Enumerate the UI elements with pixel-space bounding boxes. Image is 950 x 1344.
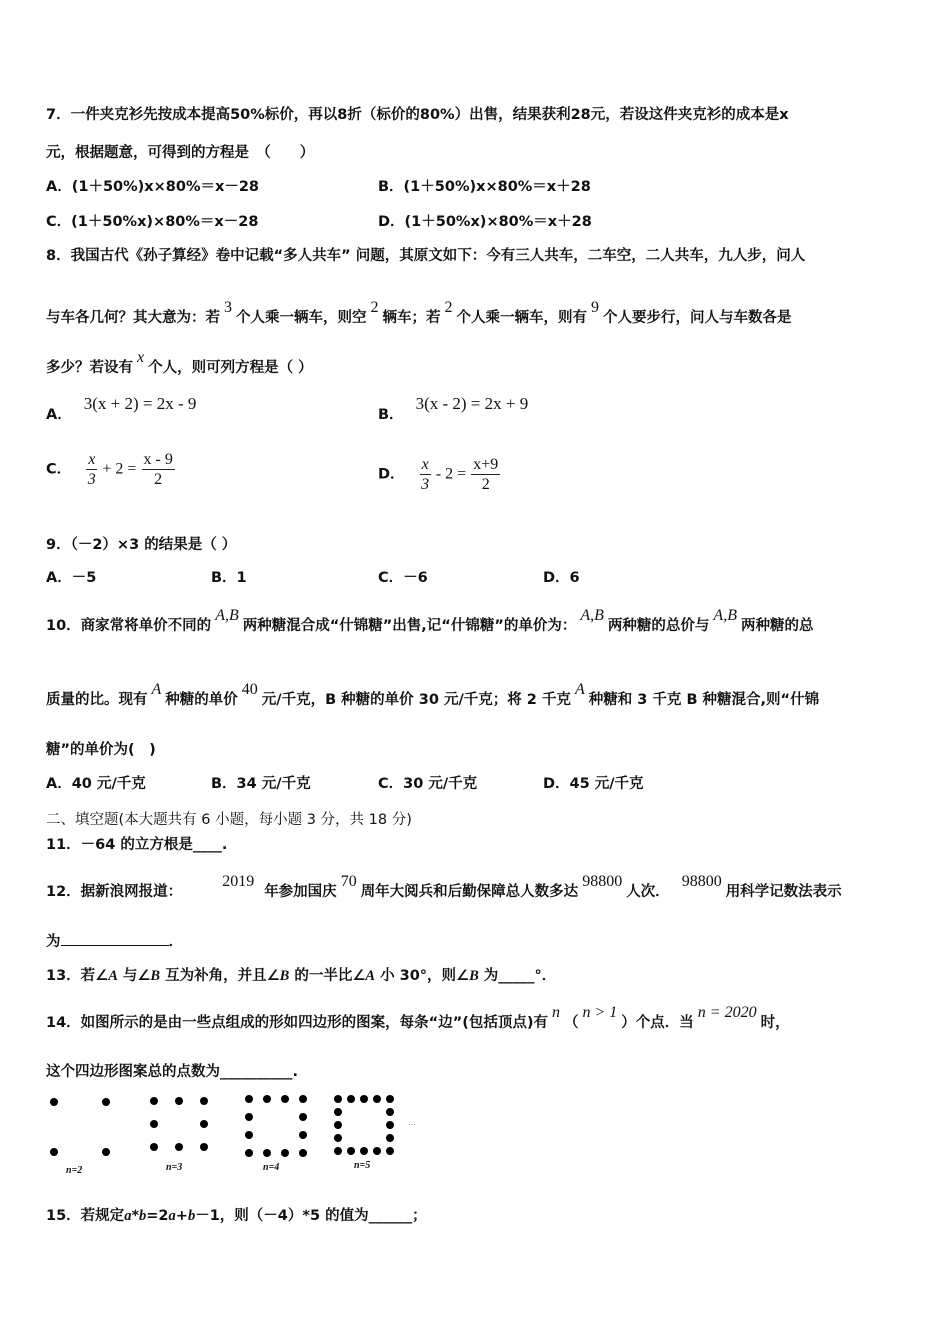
q11-stem: 11．－64 的立方根是____. bbox=[46, 837, 228, 853]
q12-text: ． bbox=[168, 934, 183, 950]
q10-text: 两种糖的总 bbox=[740, 618, 814, 634]
figure-caption: n=4 bbox=[263, 1162, 280, 1173]
q15-var: b bbox=[187, 1208, 196, 1224]
dot bbox=[386, 1121, 394, 1129]
q12-text: 人次． bbox=[626, 884, 670, 900]
dot bbox=[200, 1143, 208, 1151]
dot bbox=[245, 1095, 253, 1103]
q10-var-a: A bbox=[574, 681, 585, 698]
dot bbox=[299, 1095, 307, 1103]
q15-text: 15．若规定 bbox=[46, 1208, 125, 1224]
q8-text: 个人，则可列方程是（ ） bbox=[148, 360, 313, 376]
q13-var: B bbox=[150, 968, 161, 984]
q12-text: 周年大阅兵和后勤保障总人数多达 bbox=[360, 884, 579, 900]
q10-var-a: A bbox=[151, 681, 162, 698]
q12-text: 为 bbox=[46, 934, 61, 950]
q15-op: * bbox=[131, 1208, 140, 1224]
q8-num-9: 9 bbox=[591, 299, 599, 316]
dot bbox=[263, 1095, 271, 1103]
dot bbox=[386, 1108, 394, 1116]
q10-stem-line3: 糖”的单价为( ) bbox=[46, 742, 156, 758]
q14-text: 时， bbox=[760, 1015, 790, 1031]
dot bbox=[175, 1097, 183, 1105]
dot bbox=[150, 1143, 158, 1151]
q8-stem-line1: 8．我国古代《孙子算经》卷中记载“多人共车” 问题，其原文如下：今有三人共车，二车空，二人共车，九人步，问人 bbox=[46, 248, 806, 264]
q14-text: ）个点．当 bbox=[621, 1015, 694, 1031]
dot bbox=[245, 1131, 253, 1139]
dot bbox=[50, 1098, 58, 1106]
q13-text: 13．若∠ bbox=[46, 968, 109, 984]
q8-text: 辆车；若 bbox=[382, 310, 441, 326]
q15-stem bbox=[46, 1204, 427, 1225]
q12-num-70: 70 bbox=[340, 873, 357, 890]
q8-text: 个人乘一辆车，则有 bbox=[456, 310, 587, 326]
q13-text: 互为补角，并且∠ bbox=[160, 968, 280, 984]
q14-text: 14．如图所示的是由一些点组成的形如四边形的图案，每条“边”(包括顶点)有 bbox=[46, 1015, 548, 1031]
q10-text: 种糖和 3 千克 B 种糖混合,则“什锦 bbox=[588, 692, 820, 708]
dot bbox=[347, 1095, 355, 1103]
q7-option-c: C．(1＋50%x)×80%＝x－28 bbox=[46, 214, 259, 230]
q12-text: 用科学记数法表示 bbox=[725, 884, 842, 900]
dot bbox=[386, 1134, 394, 1142]
q13-var: A bbox=[365, 968, 376, 984]
q10-option-d: D．45 元/千克 bbox=[543, 776, 644, 792]
q14-n-value: n = 2020 bbox=[697, 1004, 757, 1021]
q13-var: A bbox=[108, 968, 118, 984]
q10-num-40: 40 bbox=[241, 681, 258, 698]
q8-text: 个人乘一辆车，则空 bbox=[236, 310, 367, 326]
q10-var-ab: A,B bbox=[713, 607, 737, 624]
option-label: A． bbox=[46, 407, 72, 423]
numerator: x+9 bbox=[473, 456, 499, 473]
section-heading: 二、填空题(本大题共有 6 小题，每小题 3 分，共 18 分) bbox=[46, 812, 412, 828]
q13-var: B bbox=[469, 968, 479, 984]
dot bbox=[200, 1097, 208, 1105]
dot bbox=[263, 1149, 271, 1157]
q14-stem-line2: 这个四边形图案总的点数为__________. bbox=[46, 1064, 299, 1080]
dot bbox=[334, 1108, 342, 1116]
q14-condition: n > 1 bbox=[582, 1004, 618, 1021]
denominator: 2 bbox=[154, 471, 163, 488]
dot bbox=[245, 1113, 253, 1121]
denominator: 3 bbox=[87, 471, 96, 488]
dot bbox=[299, 1131, 307, 1139]
q9-option-c: C．－6 bbox=[378, 570, 428, 586]
q8-text: 多少？若设有 bbox=[46, 360, 133, 376]
q9-option-a: A．－5 bbox=[46, 570, 97, 586]
dot bbox=[334, 1134, 342, 1142]
q10-option-c: C．30 元/千克 bbox=[378, 776, 478, 792]
q10-option-b: B．34 元/千克 bbox=[211, 776, 311, 792]
option-label: B． bbox=[378, 407, 404, 423]
dot bbox=[150, 1120, 158, 1128]
q10-text: 质量的比。现有 bbox=[46, 692, 148, 708]
dot bbox=[50, 1148, 58, 1156]
dot bbox=[360, 1095, 368, 1103]
option-label: D． bbox=[378, 466, 405, 483]
q8-var-x: x bbox=[137, 349, 145, 366]
dot bbox=[102, 1148, 110, 1156]
q15-var: a bbox=[168, 1208, 176, 1224]
dot bbox=[334, 1121, 342, 1129]
q14-var-n: n bbox=[552, 1004, 560, 1021]
operator: + 2 = bbox=[102, 460, 137, 478]
dot bbox=[281, 1149, 289, 1157]
q10-text: 10．商家常将单价不同的 bbox=[46, 618, 212, 634]
dot bbox=[245, 1149, 253, 1157]
q10-option-a: A．40 元/千克 bbox=[46, 776, 146, 792]
q14-text: （ bbox=[564, 1015, 579, 1031]
operator: - 2 = bbox=[435, 465, 467, 483]
q15-op: =2 bbox=[146, 1208, 169, 1224]
q12-num-98800: 98800 bbox=[681, 873, 722, 890]
dot bbox=[281, 1095, 289, 1103]
q15-text: －1，则（－4）*5 的值为______； bbox=[195, 1208, 427, 1224]
option-label: C． bbox=[46, 461, 72, 478]
q8-num-2: 2 bbox=[370, 299, 379, 316]
q8-text: 与车各几何？其大意为：若 bbox=[46, 310, 220, 326]
dot bbox=[334, 1095, 342, 1103]
q7-option-d: D．(1＋50%x)×80%＝x＋28 bbox=[378, 214, 592, 230]
q15-var: b bbox=[139, 1208, 147, 1224]
q9-option-b: B．1 bbox=[211, 570, 247, 586]
q8-text: 个人要步行，问人与车数各是 bbox=[603, 310, 792, 326]
q15-op: + bbox=[175, 1208, 188, 1224]
option-formula: 3(x - 2) = 2x + 9 bbox=[415, 394, 529, 413]
q7-option-b: B．(1＋50%)x×80%＝x＋28 bbox=[378, 179, 591, 195]
numerator: x - 9 bbox=[143, 451, 173, 468]
q8-num-2: 2 bbox=[444, 299, 453, 316]
q10-text: 两种糖混合成“什锦糖”出售,记“什锦糖”的单价为： bbox=[242, 618, 577, 634]
q12-text: 年参加国庆 bbox=[264, 884, 337, 900]
dot bbox=[175, 1143, 183, 1151]
q13-text: 与∠ bbox=[117, 968, 151, 984]
dot bbox=[102, 1098, 110, 1106]
dot bbox=[373, 1147, 381, 1155]
q15-var: a bbox=[124, 1208, 132, 1224]
q9-option-d: D．6 bbox=[543, 570, 580, 586]
q13-text: 为_____°． bbox=[478, 968, 557, 984]
q12-text: 12．据新浪网报道： bbox=[46, 884, 183, 900]
q7-stem-line2: 元，根据题意，可得到的方程是 （ ） bbox=[46, 145, 315, 161]
figure-caption: n=2 bbox=[66, 1165, 83, 1176]
denominator: 3 bbox=[421, 476, 430, 493]
dot bbox=[299, 1113, 307, 1121]
dot bbox=[373, 1095, 381, 1103]
q13-var: B bbox=[279, 968, 290, 984]
q10-var-ab: A,B bbox=[215, 607, 239, 624]
dot bbox=[299, 1149, 307, 1157]
dot bbox=[150, 1097, 158, 1105]
q8-num-3: 3 bbox=[224, 299, 232, 316]
figure-caption: n=3 bbox=[166, 1162, 183, 1173]
q10-var-ab: A,B bbox=[580, 607, 604, 624]
q10-text: 种糖的单价 bbox=[165, 692, 238, 708]
q10-text: 元/千克，B 种糖的单价 30 元/千克；将 2 千克 bbox=[261, 692, 571, 708]
figure-caption: n=5 bbox=[354, 1160, 371, 1171]
numerator: x bbox=[88, 451, 96, 468]
dot bbox=[200, 1120, 208, 1128]
numerator: x bbox=[421, 456, 429, 473]
q12-num-98800: 98800 bbox=[582, 873, 623, 890]
q9-stem: 9．（－2）×3 的结果是（ ） bbox=[46, 537, 237, 553]
dot bbox=[386, 1147, 394, 1155]
dot bbox=[386, 1095, 394, 1103]
dot bbox=[360, 1147, 368, 1155]
dot bbox=[347, 1147, 355, 1155]
q10-text: 两种糖的总价与 bbox=[607, 618, 710, 634]
q13-text: 小 30°，则∠ bbox=[375, 968, 470, 984]
dot bbox=[334, 1147, 342, 1155]
q7-option-a: A．(1＋50%)x×80%＝x－28 bbox=[46, 179, 260, 195]
q13-text: 的一半比∠ bbox=[289, 968, 366, 984]
q12-num-2019: 2019 bbox=[222, 873, 255, 890]
denominator: 2 bbox=[481, 476, 490, 493]
ellipsis-mark: … bbox=[408, 1118, 416, 1127]
q7-stem-line1: 7．一件夹克衫先按成本提高50%标价，再以8折（标价的80%）出售，结果获利28元，若设这件夹克衫的成本是x bbox=[46, 107, 789, 123]
option-formula: 3(x + 2) = 2x - 9 bbox=[83, 394, 197, 413]
